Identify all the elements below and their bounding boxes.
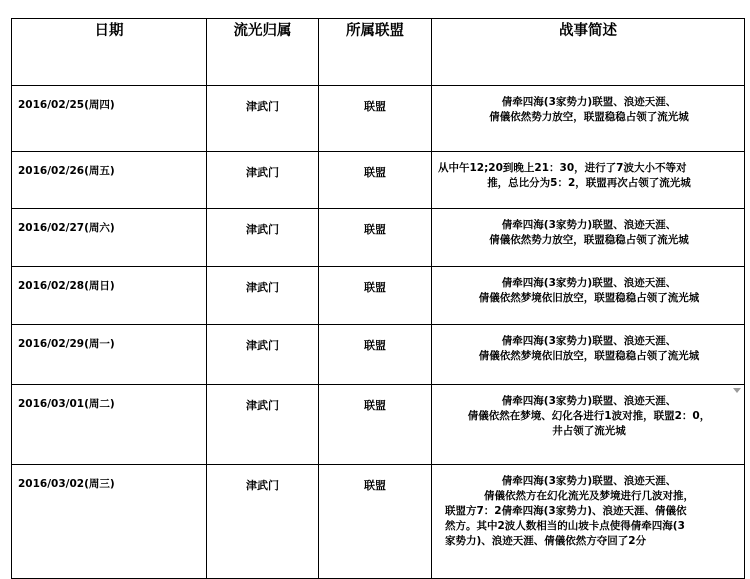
description-cell [432, 465, 745, 579]
table-row [12, 86, 745, 152]
description-line: 倩牵四海(3家势力)联盟、浪迹天涯、 [501, 277, 677, 289]
date-cell: 2016/03/01(周二) [12, 385, 207, 465]
description-line: 井占领了流光城 [552, 425, 626, 437]
date-cell: 2016/02/28(周日) [12, 267, 207, 325]
description-cell[interactable] [432, 385, 745, 465]
description-cell [432, 267, 745, 325]
alliance-cell: 联盟 [319, 267, 432, 325]
table-row [12, 267, 745, 325]
description-line: 倩牵四海(3家势力)联盟、浪迹天涯、 [501, 475, 677, 487]
description-line: 倩牵四海(3家势力)联盟、浪迹天涯、 [501, 96, 677, 108]
date-cell: 2016/02/27(周六) [12, 209, 207, 267]
description-line: 倩儀依然在梦境、幻化各进行1波对推，联盟2：0， [467, 410, 711, 422]
header-description: 战事简述 [432, 19, 745, 86]
header-alliance: 所属联盟 [319, 19, 432, 86]
table-row [12, 385, 745, 465]
description-line: 倩儀依然梦境依旧放空，联盟稳稳占领了流光城 [478, 292, 700, 304]
description-line: 倩牵四海(3家势力)联盟、浪迹天涯、 [501, 395, 677, 407]
alliance-cell: 联盟 [319, 86, 432, 152]
owner-cell: 津武门 [207, 325, 319, 385]
owner-cell: 津武门 [207, 385, 319, 465]
description-line: 家势力)、浪迹天涯、倩儀依然方夺回了2分 [445, 535, 647, 547]
alliance-cell: 联盟 [319, 465, 432, 579]
table-row [12, 465, 745, 579]
alliance-cell: 联盟 [319, 325, 432, 385]
owner-cell: 津武门 [207, 209, 319, 267]
date-cell: 2016/02/29(周一) [12, 325, 207, 385]
description-line: 从中午12;20到晚上21：30，进行了7波大小不等对 [438, 162, 687, 174]
description-line: 推，总比分为5：2，联盟再次占领了流光城 [487, 177, 691, 189]
alliance-cell: 联盟 [319, 152, 432, 209]
description-line: 联盟方7：2倩牵四海(3家势力)、浪迹天涯、倩儀依 [445, 505, 687, 517]
owner-cell: 津武门 [207, 465, 319, 579]
date-cell: 2016/02/25(周四) [12, 86, 207, 152]
description-cell [432, 209, 745, 267]
description-cell [432, 86, 745, 152]
table-row [12, 152, 745, 209]
dropdown-arrow-icon[interactable] [733, 388, 741, 393]
description-line: 倩儀依然梦境依旧放空，联盟稳稳占领了流光城 [478, 350, 700, 362]
description-line: 倩儀依然势力放空，联盟稳稳占领了流光城 [489, 234, 689, 246]
description-cell [432, 325, 745, 385]
table-row [12, 209, 745, 267]
alliance-cell: 联盟 [319, 209, 432, 267]
date-cell: 2016/03/02(周三) [12, 465, 207, 579]
alliance-cell: 联盟 [319, 385, 432, 465]
table-row [12, 325, 745, 385]
owner-cell: 津武门 [207, 267, 319, 325]
description-line: 倩牵四海(3家势力)联盟、浪迹天涯、 [501, 335, 677, 347]
description-line: 然方。其中2波人数相当的山坡卡点使得倩牵四海(3 [445, 520, 685, 532]
header-row [12, 19, 745, 86]
owner-cell: 津武门 [207, 152, 319, 209]
header-owner: 流光归属 [207, 19, 319, 86]
description-line: 倩儀依然方在幻化流光及梦境进行几波对推， [484, 490, 694, 502]
owner-cell: 津武门 [207, 86, 319, 152]
description-cell [432, 152, 745, 209]
description-line: 倩儀依然势力放空，联盟稳稳占领了流光城 [489, 111, 689, 123]
battle-report-table [11, 18, 745, 579]
date-cell: 2016/02/26(周五) [12, 152, 207, 209]
description-line: 倩牵四海(3家势力)联盟、浪迹天涯、 [501, 219, 677, 231]
header-date: 日期 [12, 19, 207, 86]
